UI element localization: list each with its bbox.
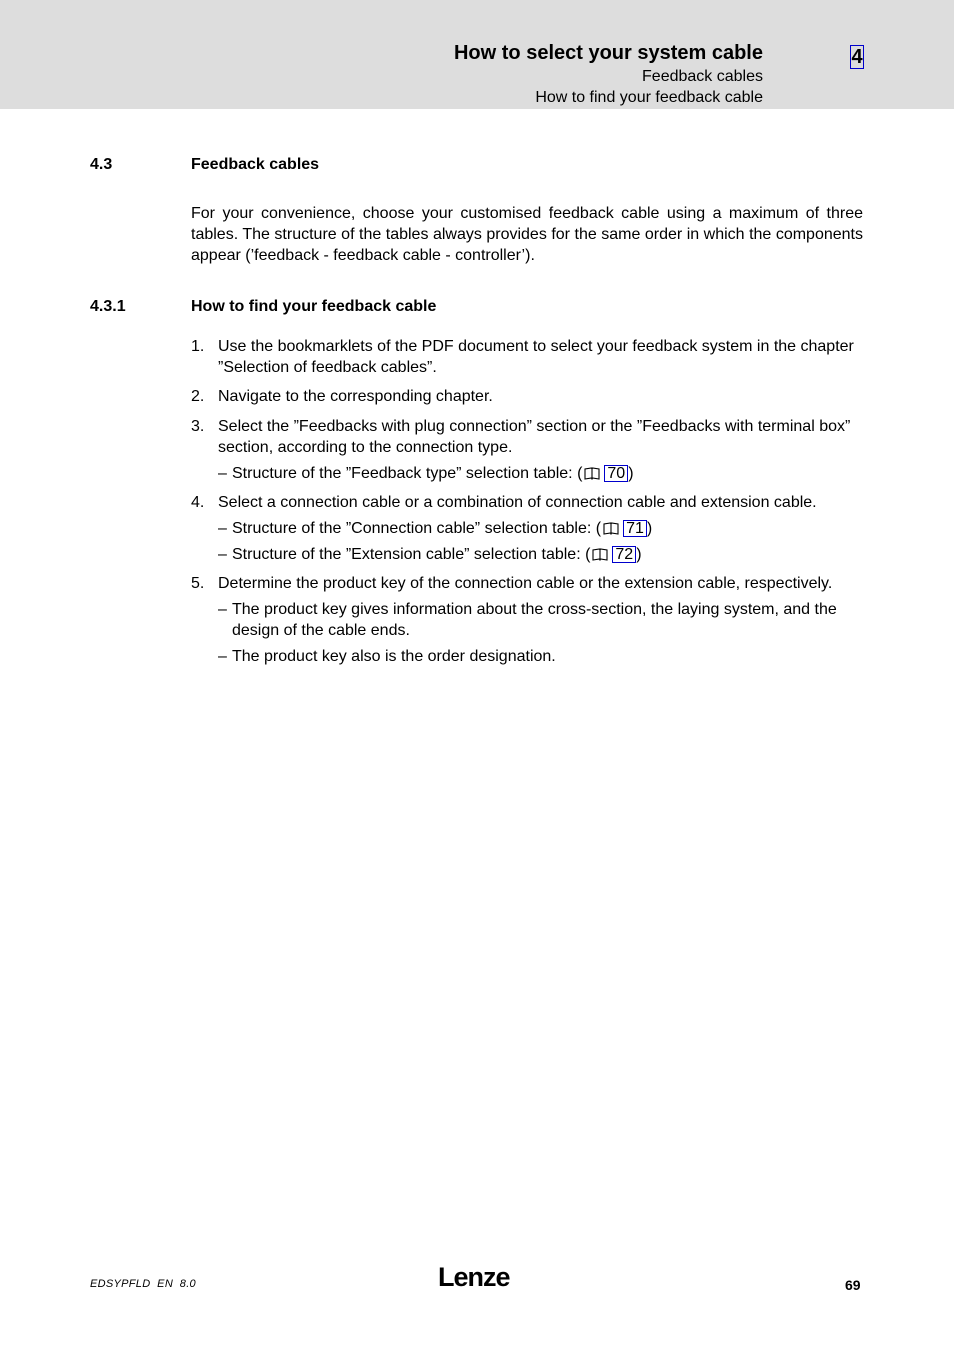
step-number: 1. [191, 338, 205, 355]
step-text: Navigate to the corresponding chapter. [218, 388, 493, 405]
list-item [191, 573, 863, 667]
intro-paragraph: For your convenience, choose your customised feedback cable using a maximum of three tables. The structure of the tables always provides for the same order in which the components appear (’feedback - feedback cable - controller’). [191, 205, 863, 264]
header-subtitle-section: Feedback cables [642, 68, 763, 85]
subsection-title: How to find your feedback cable [191, 298, 437, 315]
sub-item: – Structure of the ”Feedback type” selection table: ( 70 ) [218, 465, 634, 482]
page-number: 69 [845, 1277, 861, 1293]
sub-item [218, 646, 863, 667]
section-title: Feedback cables [191, 156, 320, 173]
list-item [191, 386, 863, 407]
dash-bullet: – [218, 648, 227, 665]
list-item [191, 416, 863, 484]
step-text: Use the bookmarklets of the PDF document to select your feedback system in the chapter ”Selection of feedback cables”. [218, 338, 854, 376]
lenze-logo: Lenze [438, 1262, 510, 1292]
step-number: 4. [191, 494, 205, 511]
chapter-title: How to select your system cable [453, 42, 763, 64]
page-link[interactable]: 72 [612, 546, 636, 563]
step-number: 2. [191, 388, 205, 405]
step-text: Select a connection cable or a combination of connection cable and extension cable. [218, 494, 817, 511]
step-number: 5. [191, 575, 205, 592]
dash-bullet: – [218, 601, 227, 618]
section-number: 4.3 [90, 156, 113, 173]
sub-item-text: Structure of the ”Extension cable” selection table: ( [232, 546, 591, 563]
sub-item [218, 599, 863, 641]
step-text: Determine the product key of the connection cable or the extension cable, respectively. [218, 575, 833, 592]
dash-bullet: – [218, 520, 227, 537]
sub-item: – Structure of the ”Extension cable” selection table: ( 72 ) [218, 546, 642, 563]
page-link[interactable]: 70 [604, 465, 628, 482]
document-id: EDSYPFLD EN 8.0 [90, 1278, 196, 1290]
step-number: 3. [191, 418, 205, 435]
chapter-number-link[interactable]: 4 [851, 46, 863, 68]
sub-item-text: Structure of the ”Connection cable” selection table: ( [232, 520, 602, 537]
dash-bullet: – [218, 465, 227, 482]
list-item [191, 336, 863, 378]
book-icon [584, 467, 600, 480]
sub-item-text: The product key also is the order designation. [232, 648, 556, 665]
subsection-number: 4.3.1 [90, 298, 126, 315]
book-icon [603, 522, 619, 535]
header-subtitle-subsection: How to find your feedback cable [535, 89, 763, 106]
dash-bullet: – [218, 546, 227, 563]
sub-item: – Structure of the ”Connection cable” selection table: ( 71 ) [218, 520, 653, 537]
sub-item-text: The product key gives information about the cross-section, the laying system, and the design of the cable ends. [232, 601, 837, 639]
list-item [191, 492, 863, 565]
book-icon [592, 548, 608, 561]
sub-item-text: Structure of the ”Feedback type” selection table: ( [232, 465, 583, 482]
step-text: Select the ”Feedbacks with plug connection” section or the ”Feedbacks with terminal box” section, according to the connection type. [218, 418, 851, 456]
page-link[interactable]: 71 [623, 520, 647, 537]
